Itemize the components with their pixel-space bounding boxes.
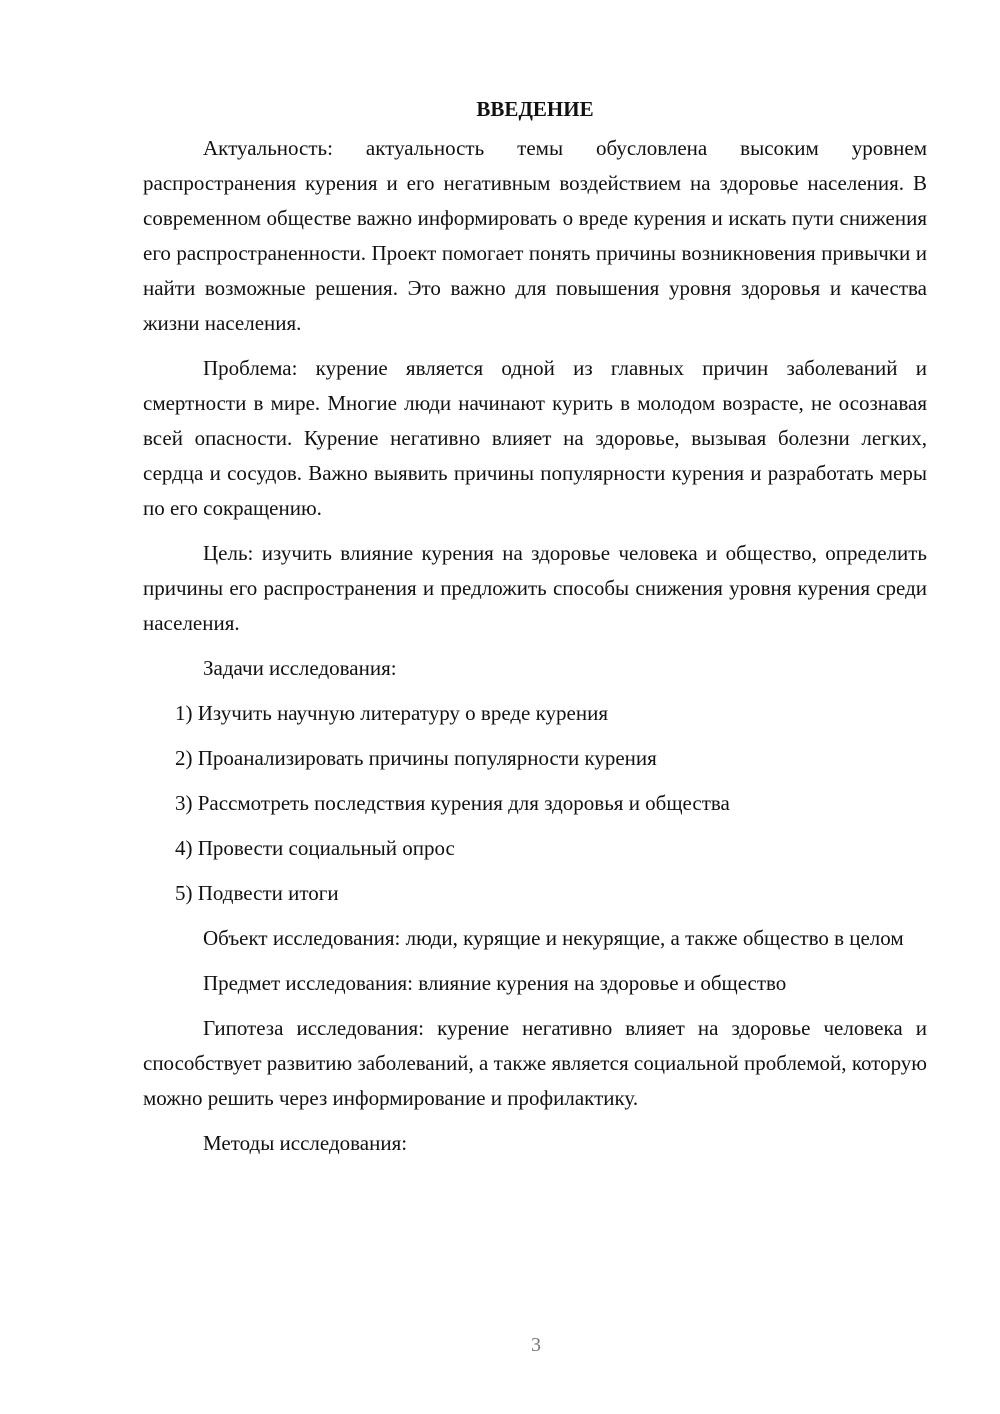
list-item: 1) Изучить научную литературу о вреде курения <box>175 701 608 725</box>
paragraph-hypothesis: Гипотеза исследования: курение негативно влияет на здоровье человека и способствует развитию заболеваний, а также является социальной проблемой, которую можно решить через информирование и профилактику. <box>143 1016 927 1110</box>
paragraph-tasks-heading: Задачи исследования: <box>203 656 397 680</box>
paragraph-relevance: Актуальность: актуальность темы обусловлена высоким уровнем распространения курения и его негативным воздействием на здоровье населения. В современном обществе важно информировать о вреде курения и искать пути снижения его распространенности. Проект помогает понять причины возникновения привычки и найти возможные решения. Это важно для повышения уровня здоровья и качества жизни населения. <box>143 136 927 335</box>
list-item: 4) Провести социальный опрос <box>175 836 455 860</box>
tasks-list <box>143 696 927 911</box>
paragraph-problem: Проблема: курение является одной из главных причин заболеваний и смертности в мире. Многие люди начинают курить в молодом возрасте, не осознавая всей опасности. Курение негативно влияет на здоровье, вызывая болезни легких, сердца и сосудов. Важно выявить причины популярности курения и разработать меры по его сокращению. <box>143 356 927 520</box>
list-item: 2) Проанализировать причины популярности курения <box>175 746 657 770</box>
page-content <box>143 92 927 1171</box>
paragraph-subject: Предмет исследования: влияние курения на здоровье и общество <box>203 971 787 995</box>
list-item: 5) Подвести итоги <box>175 881 339 905</box>
page-number: 3 <box>531 1334 541 1356</box>
paragraph-object: Объект исследования: люди, курящие и некурящие, а также общество в целом <box>203 926 904 950</box>
paragraph-goal: Цель: изучить влияние курения на здоровье человека и общество, определить причины его распространения и предложить способы снижения уровня курения среди населения. <box>143 541 927 635</box>
section-title: ВВЕДЕНИЕ <box>476 97 594 121</box>
list-item: 3) Рассмотреть последствия курения для здоровья и общества <box>175 791 730 815</box>
paragraph-methods-heading: Методы исследования: <box>203 1131 408 1155</box>
